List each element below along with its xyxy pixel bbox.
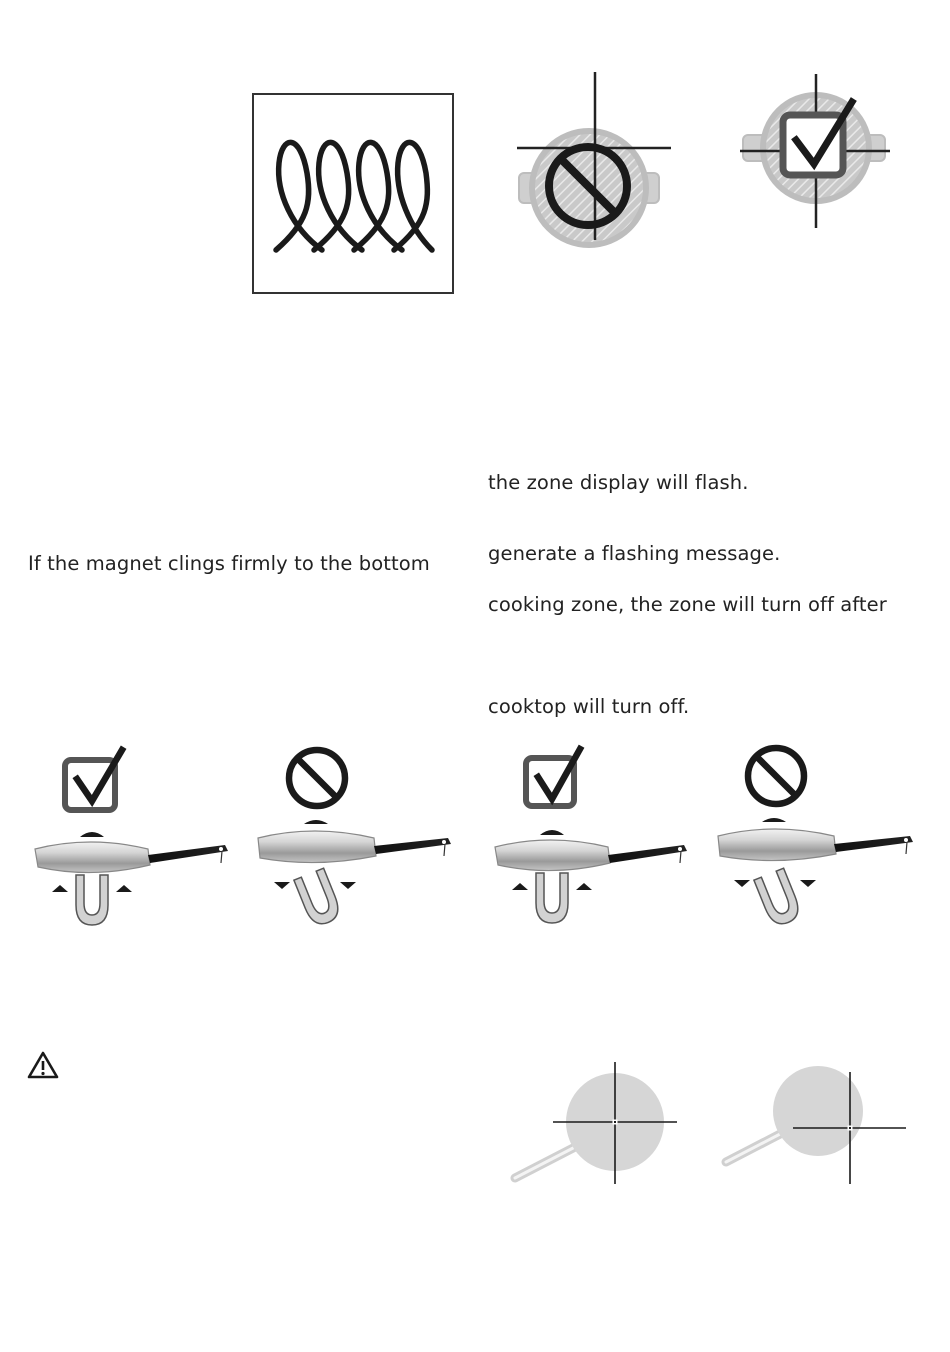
flashing-message-text: generate a flashing message.: [488, 542, 781, 565]
induction-coil-symbol: [252, 93, 454, 294]
zone-turn-off-text: cooking zone, the zone will turn off after: [488, 593, 887, 616]
cooktop-turn-off-text: cooktop will turn off.: [488, 695, 690, 718]
magnet-test-pan-prohibited-1: [252, 742, 462, 932]
centered-pan-approved: [738, 70, 898, 230]
off-center-pan-prohibited: [515, 70, 675, 250]
pan-centered-on-zone: [505, 1058, 685, 1188]
checkbox-check-icon: [65, 750, 122, 810]
magnet-test-pan-prohibited-2: [712, 740, 927, 932]
magnet-clings-text: If the magnet clings firmly to the bottom: [28, 552, 430, 575]
magnet-test-pan-approved-2: [490, 743, 700, 928]
zone-display-flash-text: the zone display will flash.: [488, 471, 749, 494]
magnet-test-pan-approved-1: [30, 745, 240, 930]
prohibited-icon: [289, 750, 345, 806]
prohibited-icon: [748, 748, 804, 804]
warning-triangle-icon: [27, 1051, 59, 1079]
checkbox-check-icon: [783, 102, 852, 175]
checkbox-check-icon: [526, 749, 580, 806]
pan-off-center-on-zone: [718, 1060, 913, 1190]
